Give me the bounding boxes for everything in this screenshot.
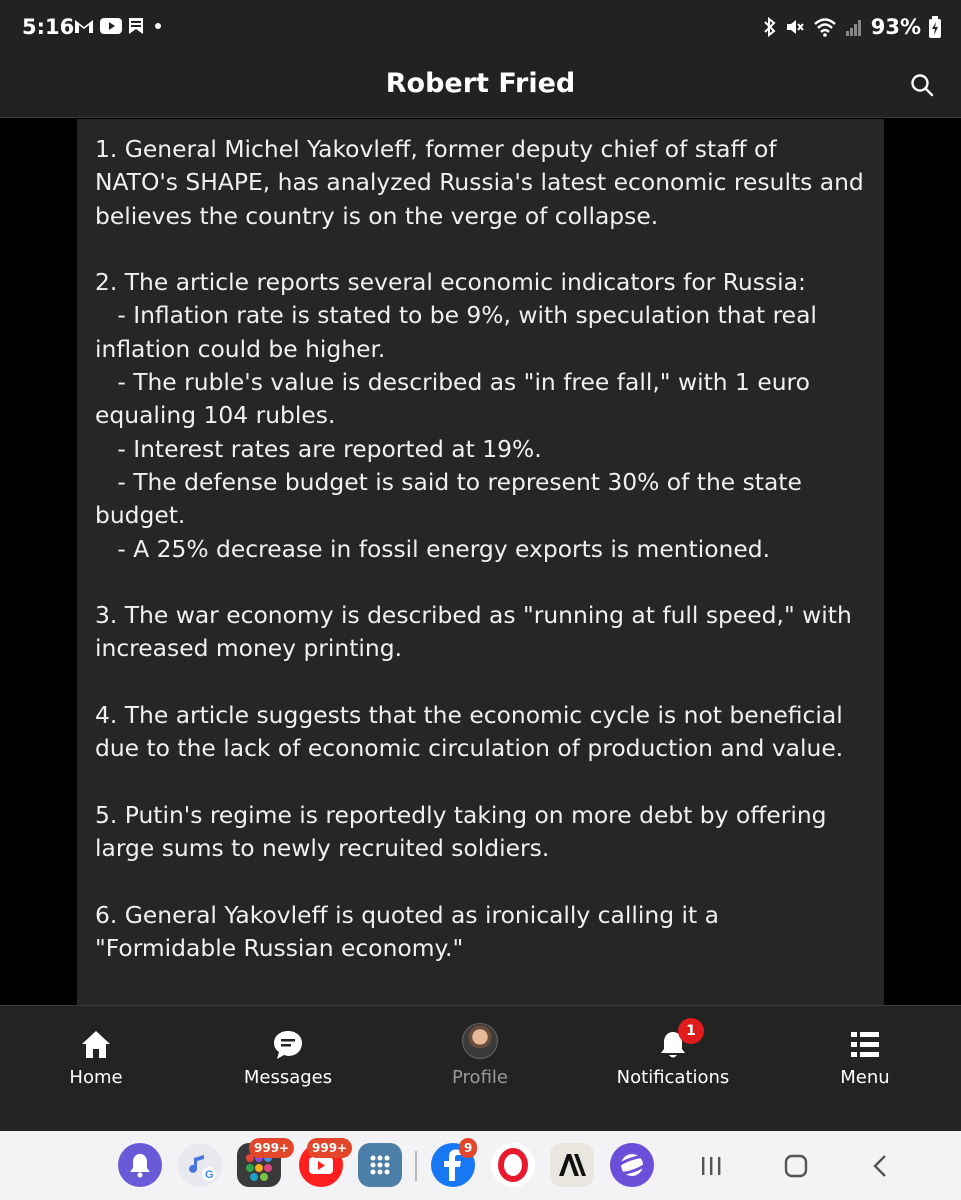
nav-messages[interactable] (192, 1006, 384, 1132)
bottom-nav (0, 1005, 961, 1131)
nav-notifications[interactable] (577, 1006, 769, 1132)
nav-home[interactable] (0, 1006, 192, 1132)
back-icon[interactable] (866, 1151, 896, 1181)
music-google-icon[interactable] (178, 1143, 222, 1187)
recents-icon[interactable] (696, 1151, 726, 1181)
gmail-icon (74, 18, 94, 34)
status-time: 5:16 (22, 15, 75, 39)
status-bar (0, 0, 961, 58)
youtube-icon (100, 18, 122, 34)
youtube-app-icon[interactable] (299, 1141, 348, 1187)
messages-icon (271, 1028, 305, 1062)
avatar (462, 1023, 498, 1059)
nav-messages-label: Messages (243, 1067, 333, 1088)
menu-icon (848, 1028, 882, 1062)
signal-icon (845, 17, 863, 37)
page-title: Robert Fried (385, 68, 576, 99)
post-paragraph-6: 6. General Yakovleff is quoted as ironically calling it a "Formidable Russian economy." (95, 900, 727, 963)
dock-separator (415, 1151, 417, 1181)
post-bullet-interest: - Interest rates are reported at 19%. (95, 434, 542, 463)
nav-home-label: Home (69, 1067, 123, 1088)
app-header (0, 58, 961, 118)
opera-icon[interactable] (491, 1143, 535, 1187)
android-dock (0, 1131, 961, 1200)
home-icon (79, 1028, 113, 1062)
nav-profile-label: Profile (452, 1067, 508, 1088)
nav-profile[interactable] (384, 1006, 576, 1132)
facebook-badge: 9 (459, 1138, 477, 1158)
facebook-icon[interactable] (431, 1143, 475, 1187)
home-button-icon[interactable] (781, 1151, 811, 1181)
post-paragraph-3: 3. The war economy is described as "running at full speed," with increased money printing. (95, 601, 860, 663)
post-paragraph-5: 5. Putin's regime is reportedly taking on more debt by offering large sums to newly recruited soldiers. (95, 800, 834, 863)
post-paragraph-4: 4. The article suggests that the economic cycle is not beneficial due to the lack of economic circulation of production and value. (95, 701, 851, 763)
post-bullet-defense: - The defense budget is said to represent 30% of the state budget. (95, 467, 810, 530)
post-body (77, 119, 884, 1032)
wifi-icon (813, 17, 837, 37)
battery-icon (929, 16, 941, 38)
status-right (763, 15, 941, 39)
post-bullet-ruble: - The ruble's value is described as "in free fall," with 1 euro equaling 104 rubles. (95, 368, 818, 430)
youtube-badge: 999+ (307, 1138, 352, 1158)
search-icon[interactable] (909, 72, 935, 98)
anthropic-icon[interactable] (550, 1143, 594, 1187)
post-card (77, 119, 884, 1005)
nav-menu-label: Menu (840, 1067, 890, 1088)
bluetooth-icon (763, 17, 777, 37)
apps-folder-badge: 999+ (249, 1138, 294, 1158)
post-bullet-energy: - A 25% decrease in fossil energy exports is mentioned. (95, 534, 771, 563)
nav-notifications-label: Notifications (616, 1067, 730, 1088)
samsung-internet-icon[interactable] (610, 1143, 654, 1187)
app-drawer-icon[interactable] (358, 1143, 402, 1187)
bookmark-icon (128, 17, 144, 35)
notification-badge: 1 (678, 1018, 704, 1044)
apps-folder-icon[interactable] (237, 1141, 290, 1187)
nav-menu[interactable] (769, 1006, 961, 1132)
post-paragraph-2: 2. The article reports several economic indicators for Russia: (95, 268, 806, 297)
mute-icon (785, 17, 805, 37)
dot-icon (150, 18, 166, 34)
svg-text:G: G (205, 1169, 214, 1181)
post-paragraph-1: 1. General Michel Yakovleff, former deputy chief of staff of NATO's SHAPE, has analyzed Russia's latest economic results and believes the country is on the verge of collapse. (95, 135, 872, 230)
notification-app-icon[interactable] (118, 1143, 162, 1187)
status-left-icons (74, 17, 166, 35)
post-bullet-inflation: - Inflation rate is stated to be 9%, with speculation that real inflation could be higher. (95, 301, 825, 363)
battery-percent: 93% (870, 15, 921, 39)
